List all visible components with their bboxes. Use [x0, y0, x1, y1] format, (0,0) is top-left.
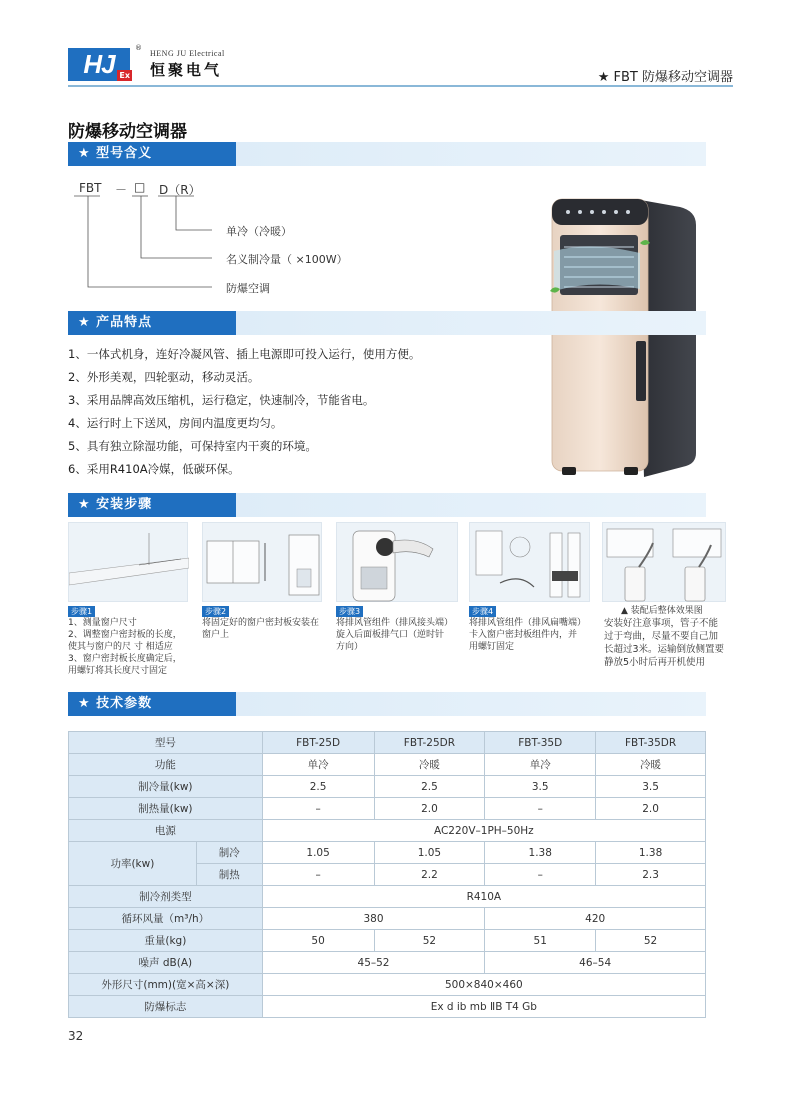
table-cell: 噪声 dB(A) — [69, 952, 263, 974]
table-cell: AC220V–1PH–50Hz — [262, 820, 705, 842]
model-label-function: 单冷（冷暖） — [226, 225, 292, 238]
table-row — [69, 842, 706, 864]
table-row — [69, 798, 706, 820]
table-cell: 型号 — [69, 732, 263, 754]
model-label-explosion-proof: 防爆空调 — [226, 282, 270, 295]
table-cell: 单冷 — [262, 754, 374, 776]
model-code-fbt: FBT — [79, 181, 102, 195]
registered-mark: ® — [135, 43, 142, 52]
table-cell: 2.0 — [596, 798, 706, 820]
table-row — [69, 820, 706, 842]
step5-image — [602, 522, 726, 602]
feature-item: 4、运行时上下送风，房间内温度更均匀。 — [68, 416, 283, 430]
section-features-title: ★ 产品特点 — [68, 311, 236, 335]
table-cell: 2.2 — [374, 864, 485, 886]
logo-letters: HJ — [83, 48, 115, 79]
table-cell: 制热量(kw) — [69, 798, 263, 820]
step-line: 窗户上 — [202, 630, 230, 640]
table-cell: 2.3 — [596, 864, 706, 886]
product-image-air-conditioner — [540, 191, 700, 481]
table-row — [69, 732, 706, 754]
step5-text — [604, 617, 724, 669]
model-code-d: D（R） — [159, 183, 201, 197]
table-cell: 52 — [374, 930, 485, 952]
table-cell: – — [485, 798, 596, 820]
table-cell: 3.5 — [485, 776, 596, 798]
step5-caption: ▲ 装配后整体效果图 — [621, 606, 703, 616]
table-cell: 46–54 — [485, 952, 706, 974]
table-cell: 功率(kw) — [69, 842, 197, 886]
table-cell: 1.05 — [262, 842, 374, 864]
table-row — [69, 930, 706, 952]
section-tech-bar — [68, 692, 706, 716]
section-features-bar — [68, 311, 706, 335]
feature-item: 6、采用R410A冷媒，低碳环保。 — [68, 462, 240, 476]
step1-image — [68, 522, 188, 602]
table-row — [69, 974, 706, 996]
table-cell: 冷暖 — [374, 754, 485, 776]
feature-item: 3、采用品牌高效压缩机，运行稳定，快速制冷，节能省电。 — [68, 393, 375, 407]
table-cell: 重量(kg) — [69, 930, 263, 952]
step2-image — [202, 522, 322, 602]
step2-text — [202, 617, 319, 641]
table-cell: – — [262, 798, 374, 820]
section-install-bar — [68, 493, 706, 517]
table-row — [69, 996, 706, 1018]
table-cell: 制冷 — [196, 842, 262, 864]
spec-table — [68, 731, 706, 1018]
table-cell: 380 — [262, 908, 485, 930]
table-row — [69, 908, 706, 930]
table-cell: 2.5 — [262, 776, 374, 798]
table-cell: 制冷剂类型 — [69, 886, 263, 908]
table-cell: 50 — [262, 930, 374, 952]
step-line: 将固定好的窗户密封板安装在 — [202, 618, 320, 628]
leader-line-fbt — [88, 196, 212, 287]
feature-item: 5、具有独立除湿功能，可保持室内干爽的环境。 — [68, 439, 317, 453]
step-line: 将排风管组件（排风接头端） — [336, 618, 454, 628]
header-title: ★ FBT 防爆移动空调器 — [597, 70, 733, 85]
table-cell: 制冷量(kw) — [69, 776, 263, 798]
table-cell: 1.38 — [485, 842, 596, 864]
model-code-dash: － — [115, 183, 128, 197]
leader-line-function — [176, 196, 212, 230]
section-install-title: ★ 安装步骤 — [68, 493, 236, 517]
step4-tag: 步骤4 — [469, 606, 496, 617]
table-cell: 循环风量（m³/h） — [69, 908, 263, 930]
step-line: 1、测量窗户尺寸 — [68, 618, 137, 628]
logo-english-name: HENG JU Electrical — [150, 48, 225, 58]
step-line: 旋入后面板排气口（逆时针 — [336, 630, 445, 640]
logo-ex-badge: Ex — [119, 70, 130, 80]
feature-item: 1、一体式机身，连好冷凝风管、插上电源即可投入运行，使用方便。 — [68, 347, 421, 361]
step-line: 3、窗户密封板长度确定后， — [68, 654, 182, 664]
table-cell: 500×840×460 — [262, 974, 705, 996]
table-cell: Ex d ib mb ⅡB T4 Gb — [262, 996, 705, 1018]
step4-image — [469, 522, 590, 602]
step-line: 长超过3米。运输倒放侧置要 — [604, 644, 725, 655]
table-cell: 外形尺寸(mm)(宽×高×深) — [69, 974, 263, 996]
step-line: 过于弯曲，尽量不要自己加 — [604, 631, 719, 642]
step1-tag: 步骤1 — [68, 606, 95, 617]
table-cell: FBT-35DR — [596, 732, 706, 754]
step-line: 2、调整窗户密封板的长度， — [68, 630, 182, 640]
step2-tag: 步骤2 — [202, 606, 229, 617]
step5-illustration — [603, 523, 727, 603]
table-cell: 420 — [485, 908, 706, 930]
leader-line-capacity — [141, 196, 212, 258]
table-cell: 单冷 — [485, 754, 596, 776]
step3-text — [336, 617, 453, 653]
section-model-title: ★ 型号含义 — [68, 142, 236, 166]
table-cell: 1.05 — [374, 842, 485, 864]
page-title: 防爆移动空调器 — [68, 122, 187, 142]
table-cell: 电源 — [69, 820, 263, 842]
table-cell: 2.5 — [374, 776, 485, 798]
page-number: 32 — [68, 1029, 84, 1043]
logo-chinese-name: 恒聚电气 — [150, 60, 223, 79]
step-line: 使其与窗户的尺 寸 相适应 — [68, 642, 173, 652]
step-line: 用螺钉将其长度尺寸固定 — [68, 666, 168, 676]
step3-tag: 步骤3 — [336, 606, 363, 617]
table-cell: 45–52 — [262, 952, 485, 974]
table-cell: 1.38 — [596, 842, 706, 864]
model-code-box: □ — [134, 180, 146, 194]
table-cell: FBT-25D — [262, 732, 374, 754]
step-line: 安装好注意事项，管子不能 — [604, 618, 719, 629]
step-line: 卡入窗户密封板组件内，并 — [469, 630, 578, 640]
table-cell: R410A — [262, 886, 705, 908]
table-row — [69, 776, 706, 798]
step-line: 方向） — [336, 642, 364, 652]
step1-illustration — [69, 523, 189, 603]
table-cell: 防爆标志 — [69, 996, 263, 1018]
table-cell: – — [485, 864, 596, 886]
table-cell: 3.5 — [596, 776, 706, 798]
table-cell: 51 — [485, 930, 596, 952]
table-cell: FBT-35D — [485, 732, 596, 754]
step-line: 静放5小时后再开机使用 — [604, 657, 706, 668]
table-cell: 冷暖 — [596, 754, 706, 776]
table-cell: 功能 — [69, 754, 263, 776]
step4-illustration — [470, 523, 591, 603]
table-cell: FBT-25DR — [374, 732, 485, 754]
step-line: 将排风管组件（排风扁嘴端） — [469, 618, 587, 628]
table-cell: 2.0 — [374, 798, 485, 820]
feature-item: 2、外形美观，四轮驱动，移动灵活。 — [68, 370, 260, 384]
step4-text — [469, 617, 586, 653]
table-cell: 52 — [596, 930, 706, 952]
table-row — [69, 886, 706, 908]
table-cell: 制热 — [196, 864, 262, 886]
step3-image — [336, 522, 458, 602]
table-cell: – — [262, 864, 374, 886]
features-list — [68, 343, 538, 481]
model-label-capacity: 名义制冷量（ ×100W） — [226, 253, 348, 266]
section-tech-title: ★ 技术参数 — [68, 692, 236, 716]
table-row — [69, 754, 706, 776]
step2-illustration — [203, 523, 323, 603]
step-line: 用螺钉固定 — [469, 642, 515, 652]
step1-text — [68, 617, 182, 677]
table-row — [69, 952, 706, 974]
step3-illustration — [337, 523, 459, 603]
